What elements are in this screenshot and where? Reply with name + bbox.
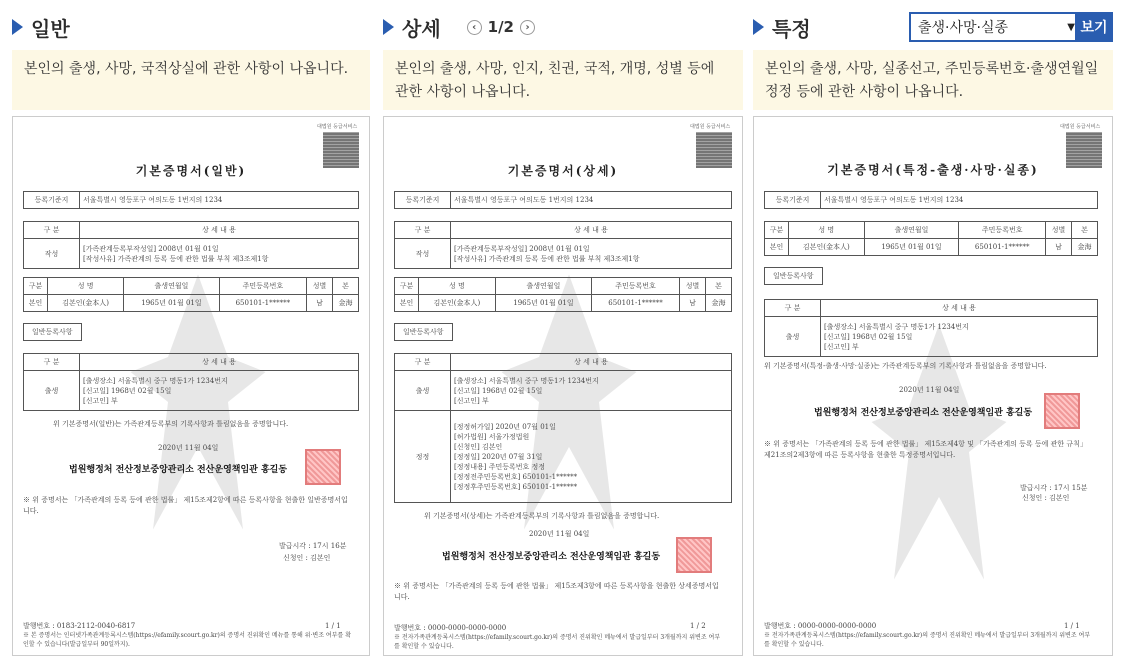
birth-line: [신고일] 1968년 02월 15일 <box>83 386 172 395</box>
col-header: 상 세 내 용 <box>80 222 359 239</box>
triangle-bullet-icon <box>12 19 23 35</box>
birth-line: [신고일] 1968년 02월 15일 <box>824 332 913 341</box>
note-text: ※ 위 증명서는 「가족관계의 등록 등에 관한 법률」 제15조제2항에 따른 등록사항을 현출한 일반증명서입니다. <box>23 496 348 515</box>
col-header: 상 세 내 용 <box>821 300 1098 317</box>
col-header: 성 명 <box>419 278 496 295</box>
birth-line: [출생장소] 서울특별시 중구 명동1가 1234번지 <box>454 376 599 385</box>
birth-label: 출생 <box>395 371 451 411</box>
col-header: 구 분 <box>24 222 80 239</box>
page-number: 1 / 1 <box>325 622 341 630</box>
prev-page-button[interactable]: ‹ <box>467 20 482 35</box>
table-cell: 金海 <box>1072 239 1098 256</box>
col-header: 구 분 <box>765 300 821 317</box>
birth-line: [출생장소] 서울특별시 중구 명동1가 1234번지 <box>824 322 969 331</box>
col-header: 상 세 내 용 <box>451 354 732 371</box>
col-header: 본 <box>706 278 732 295</box>
correction-line: [정정후주민등록번호] 650101-1****** <box>454 482 578 491</box>
official-seal-icon <box>1044 393 1080 429</box>
certify-text: 위 기본증명서(일반)는 가족관계등록부의 기록사항과 틀림없음을 증명합니다. <box>53 420 289 428</box>
certificate-preview <box>383 116 743 656</box>
table-cell: 650101-1****** <box>219 295 306 312</box>
qr-label: 대법원 등급서비스 <box>690 124 731 130</box>
certify-text: 위 기본증명서(상세)는 가족관계등록부의 기록사항과 틀림없음을 증명합니다. <box>424 512 660 520</box>
section-title: 상세 <box>402 16 441 41</box>
dropdown-arrow-icon: ▼ <box>1067 22 1075 33</box>
general-registration-label: 일반등록사항 <box>764 267 823 285</box>
issue-number: 발행번호 : 0000-0000-0000-0000 <box>394 624 507 632</box>
document-title: 기본증명서(일반) <box>135 164 247 178</box>
certificate-preview <box>12 116 370 656</box>
table-cell: 김본인(金本人) <box>48 295 124 312</box>
qr-label: 대법원 등급서비스 <box>1060 124 1101 130</box>
view-button[interactable]: 보기 <box>1075 12 1113 42</box>
birth-label: 출생 <box>765 317 821 357</box>
qr-code-icon <box>690 123 732 167</box>
col-header: 출생연월일 <box>864 222 959 239</box>
reg-label: 등록기준지 <box>765 192 821 209</box>
table-cell: 1965년 01월 01일 <box>864 239 959 256</box>
triangle-bullet-icon <box>383 19 394 35</box>
table-cell: 1965년 01월 01일 <box>124 295 220 312</box>
signer: 법원행정처 전산정보중앙관리소 전산운영책임관 홍길동 <box>442 552 661 562</box>
section-header <box>753 12 811 42</box>
person-table <box>23 277 359 312</box>
table-cell: 본인 <box>765 239 789 256</box>
col-header: 성별 <box>680 278 706 295</box>
birth-line: [신고인] 부 <box>454 396 489 405</box>
col-header: 성별 <box>1046 222 1072 239</box>
table-cell: 남 <box>1046 239 1072 256</box>
reg-label: 등록기준지 <box>395 192 451 209</box>
table-cell: 김본인(金本人) <box>789 239 865 256</box>
document-title: 기본증명서(특정-출생·사망·실종) <box>827 163 1039 177</box>
col-header: 구분 <box>395 278 419 295</box>
reg-value: 서울특별시 영등포구 여의도동 1번지의 1234 <box>821 192 1098 209</box>
birth-table <box>394 353 732 503</box>
person-table <box>764 221 1098 256</box>
birth-line: [신고인] 부 <box>824 342 859 351</box>
birth-line: [신고일] 1968년 02월 15일 <box>454 386 543 395</box>
reg-value: 서울특별시 영등포구 여의도동 1번지의 1234 <box>80 192 359 209</box>
col-header: 구 분 <box>24 354 80 371</box>
reg-value: 서울특별시 영등포구 여의도동 1번지의 1234 <box>451 192 732 209</box>
col-header: 주민등록번호 <box>219 278 306 295</box>
issue-number: 발행번호 : 0000-0000-0000-0000 <box>764 622 877 630</box>
col-header: 출생연월일 <box>124 278 220 295</box>
registration-table <box>764 191 1098 209</box>
note-text: ※ 위 증명서는 「가족관계의 등록 등에 관한 법률」 제15조제4항 및 「가족관계의 등록 등에 관한 규칙」 제21조의2제3항에 따른 등록사항을 현출한 특정증명서입니다. <box>764 440 1087 459</box>
col-header: 본 <box>1072 222 1098 239</box>
birth-line: [출생장소] 서울특별시 중구 명동1가 1234번지 <box>83 376 228 385</box>
write-line: [작성사유] 가족관계의 등록 등에 관한 법률 부칙 제3조제1항 <box>83 254 269 263</box>
person-table <box>394 277 732 312</box>
issue-date: 2020년 11월 04일 <box>529 530 590 538</box>
footer-note: ※ 전자가족관계등록시스템(https://efamily.scourt.go.kr)의 증명서 진위확인 메뉴에서 발급일부터 3개월까지 위변조 여부를 확인할 수 있습니다. <box>394 634 721 650</box>
page-number: 1 / 1 <box>1064 622 1080 630</box>
birth-line: [신고인] 부 <box>83 396 118 405</box>
table-cell: 金海 <box>706 295 732 312</box>
correction-line: [정정전주민등록번호] 650101-1****** <box>454 472 578 481</box>
col-header: 주민등록번호 <box>592 278 680 295</box>
write-label: 작성 <box>395 239 451 269</box>
birth-table <box>764 299 1098 357</box>
correction-label: 정정 <box>395 411 451 503</box>
col-header: 주민등록번호 <box>959 222 1046 239</box>
table-cell: 1965년 01월 01일 <box>495 295 591 312</box>
col-header: 성별 <box>307 278 333 295</box>
applicant: 신청인 : 김본인 <box>1022 494 1070 502</box>
certify-text: 위 기본증명서(특정-출생·사망·실종)는 가족관계등록부의 기록사항과 틀림없음을 증명합니다. <box>764 362 1047 370</box>
reg-label: 등록기준지 <box>24 192 80 209</box>
col-header: 구분 <box>24 278 48 295</box>
applicant: 신청인 : 김본인 <box>283 554 331 562</box>
col-header: 성 명 <box>789 222 865 239</box>
footer-note: ※ 본 증명서는 인터넷가족관계등록시스템(https://efamily.scourt.go.kr)의 증명서 진위확인 메뉴를 통해 위·변조 여부를 확인할 수 있습니다(발급일부터 90일까지). <box>23 632 352 648</box>
registration-table <box>394 191 732 209</box>
note-text: ※ 위 증명서는 「가족관계의 등록 등에 관한 법률」 제15조제3항에 따른 등록사항을 현출한 상세증명서입니다. <box>394 582 719 601</box>
write-table <box>394 221 732 269</box>
col-header: 상 세 내 용 <box>80 354 359 371</box>
qr-code-icon <box>317 123 359 167</box>
issue-time: 발급시각 : 17시 15분 <box>1020 484 1088 492</box>
page-number: 1 / 2 <box>690 622 706 630</box>
write-table <box>23 221 359 269</box>
birth-table <box>23 353 359 411</box>
qr-label: 대법원 등급서비스 <box>317 124 358 130</box>
pager-label: 1/2 <box>487 18 514 36</box>
signer: 법원행정처 전산정보중앙관리소 전산운영책임관 홍길동 <box>69 465 288 475</box>
select-value: 출생·사망·실종 <box>918 20 1009 36</box>
table-cell: 김본인(金本人) <box>419 295 496 312</box>
col-header: 구 분 <box>395 222 451 239</box>
col-header: 상 세 내 용 <box>451 222 732 239</box>
section-description: 본인의 출생, 사망, 인지, 친권, 국적, 개명, 성별 등에 관한 사항이 나옵니다. <box>383 50 743 110</box>
signer: 법원행정처 전산정보중앙관리소 전산운영책임관 홍길동 <box>814 408 1033 418</box>
write-line: [가족관계등록부작성일] 2008년 01월 01일 <box>83 244 219 253</box>
col-header: 구 분 <box>395 354 451 371</box>
page-pager <box>461 18 541 36</box>
col-header: 본 <box>333 278 359 295</box>
general-registration-label: 일반등록사항 <box>394 323 453 341</box>
section-description: 본인의 출생, 사망, 국적상실에 관한 사항이 나옵니다. <box>12 50 370 110</box>
section-description: 본인의 출생, 사망, 실종선고, 주민등록번호·출생연월일 정정 등에 관한 사항이 나옵니다. <box>753 50 1113 110</box>
table-cell: 본인 <box>24 295 48 312</box>
table-cell: 남 <box>307 295 333 312</box>
section-header <box>383 12 541 42</box>
footer-note: ※ 전자가족관계등록시스템(https://efamily.scourt.go.kr)의 증명서 진위확인 메뉴에서 발급일부터 3개월까지 위변조 여부를 확인할 수 있습니다. <box>764 632 1091 648</box>
certificate-type-select[interactable] <box>909 12 1083 42</box>
official-seal-icon <box>676 537 712 573</box>
next-page-button[interactable]: › <box>520 20 535 35</box>
issue-date: 2020년 11월 04일 <box>158 444 219 452</box>
registration-table <box>23 191 359 209</box>
table-cell: 650101-1****** <box>592 295 680 312</box>
certificate-preview <box>753 116 1113 656</box>
write-line: [작성사유] 가족관계의 등록 등에 관한 법률 부칙 제3조제1항 <box>454 254 640 263</box>
issue-number: 발행번호 : 0183-2112-0040-6817 <box>23 622 136 630</box>
section-special <box>753 0 1113 666</box>
table-cell: 남 <box>680 295 706 312</box>
section-header <box>12 12 70 42</box>
birth-label: 출생 <box>24 371 80 411</box>
col-header: 구분 <box>765 222 789 239</box>
section-title: 특정 <box>772 16 811 41</box>
correction-line: [정정내용] 주민등록번호 정정 <box>454 462 546 471</box>
general-registration-label: 일반등록사항 <box>23 323 82 341</box>
official-seal-icon <box>305 449 341 485</box>
write-line: [가족관계등록부작성일] 2008년 01월 01일 <box>454 244 590 253</box>
write-label: 작성 <box>24 239 80 269</box>
section-detail <box>383 0 743 666</box>
section-title: 일반 <box>31 16 70 41</box>
col-header: 출생연월일 <box>495 278 591 295</box>
document-title: 기본증명서(상세) <box>507 164 619 178</box>
triangle-bullet-icon <box>753 19 764 35</box>
correction-line: [신청인] 김본인 <box>454 442 503 451</box>
correction-line: [정정일] 2020년 07월 31일 <box>454 452 543 461</box>
issue-time: 발급시각 : 17시 16분 <box>279 542 347 550</box>
correction-line: [정정허가일] 2020년 07월 01일 <box>454 422 556 431</box>
col-header: 성 명 <box>48 278 124 295</box>
table-cell: 金海 <box>333 295 359 312</box>
table-cell: 650101-1****** <box>959 239 1046 256</box>
section-general <box>12 0 370 666</box>
issue-date: 2020년 11월 04일 <box>899 386 960 394</box>
table-cell: 본인 <box>395 295 419 312</box>
correction-line: [허가법원] 서울가정법원 <box>454 432 530 441</box>
